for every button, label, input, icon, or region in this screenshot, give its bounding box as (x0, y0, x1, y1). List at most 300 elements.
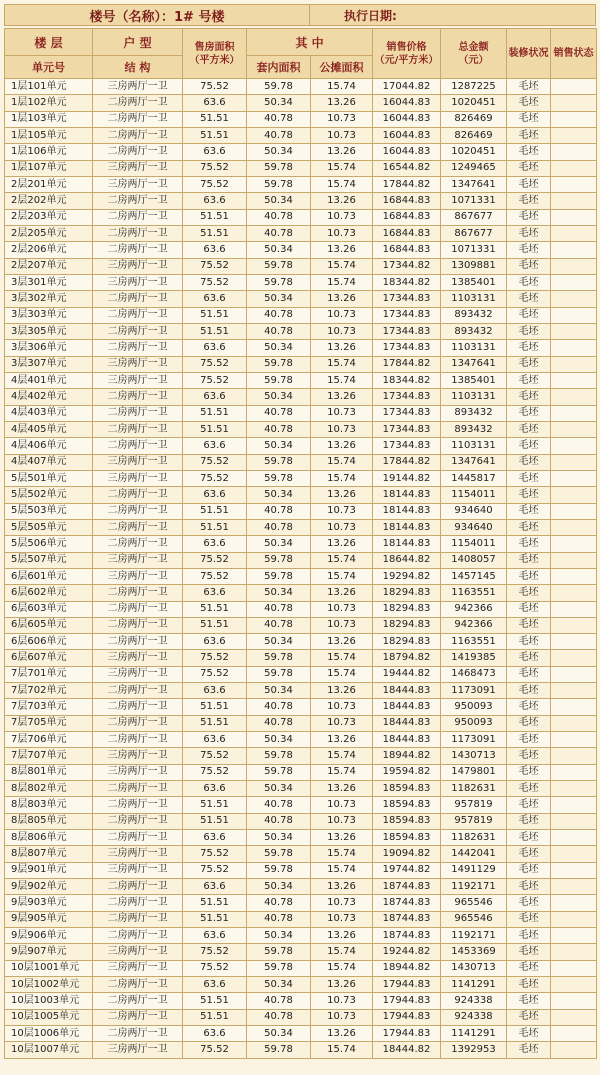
unit-cell: 6层602单元 (5, 585, 93, 601)
table-row (5, 748, 597, 764)
decor-cell: 毛坯 (507, 160, 551, 176)
table-row (5, 209, 597, 225)
type-cell: 二房两厅一卫 (93, 144, 183, 160)
inner-area-cell: 59.78 (247, 372, 311, 388)
table-row (5, 617, 597, 633)
area-cell: 63.6 (183, 1026, 247, 1042)
decor-cell: 毛坯 (507, 389, 551, 405)
area-cell: 51.51 (183, 1009, 247, 1025)
unit-cell: 1层102单元 (5, 95, 93, 111)
inner-area-cell: 50.34 (247, 683, 311, 699)
area-cell: 75.52 (183, 960, 247, 976)
area-cell: 63.6 (183, 340, 247, 356)
inner-area-cell: 59.78 (247, 764, 311, 780)
decor-cell: 毛坯 (507, 617, 551, 633)
unit-cell: 6层605单元 (5, 617, 93, 633)
header-of-which: 其 中 (247, 29, 373, 56)
area-cell: 51.51 (183, 307, 247, 323)
total-cell: 924338 (441, 1009, 507, 1025)
table-row (5, 258, 597, 274)
shared-area-cell: 10.73 (311, 503, 373, 519)
shared-area-cell: 10.73 (311, 225, 373, 241)
area-cell: 75.52 (183, 568, 247, 584)
table-row (5, 993, 597, 1009)
table-row (5, 764, 597, 780)
status-cell (551, 242, 597, 258)
inner-area-cell: 40.78 (247, 519, 311, 535)
shared-area-cell: 10.73 (311, 323, 373, 339)
price-cell: 16044.83 (373, 95, 441, 111)
shared-area-cell: 13.26 (311, 291, 373, 307)
total-cell: 1103131 (441, 438, 507, 454)
status-cell (551, 977, 597, 993)
shared-area-cell: 13.26 (311, 95, 373, 111)
total-cell: 1445817 (441, 470, 507, 486)
header-decor: 装修状况 (507, 29, 551, 79)
type-cell: 二房两厅一卫 (93, 993, 183, 1009)
status-cell (551, 715, 597, 731)
shared-area-cell: 10.73 (311, 421, 373, 437)
decor-cell: 毛坯 (507, 568, 551, 584)
price-cell: 17344.83 (373, 307, 441, 323)
area-cell: 63.6 (183, 781, 247, 797)
shared-area-cell: 10.73 (311, 797, 373, 813)
shared-area-cell: 15.74 (311, 748, 373, 764)
decor-cell: 毛坯 (507, 928, 551, 944)
inner-area-cell: 59.78 (247, 944, 311, 960)
type-cell: 二房两厅一卫 (93, 487, 183, 503)
table-row (5, 1009, 597, 1025)
type-cell: 二房两厅一卫 (93, 242, 183, 258)
total-cell: 1154011 (441, 536, 507, 552)
status-cell (551, 1026, 597, 1042)
status-cell (551, 487, 597, 503)
total-cell: 950093 (441, 699, 507, 715)
table-row (5, 879, 597, 895)
type-cell: 二房两厅一卫 (93, 585, 183, 601)
area-cell: 51.51 (183, 323, 247, 339)
table-row (5, 274, 597, 290)
total-cell: 1442041 (441, 846, 507, 862)
inner-area-cell: 50.34 (247, 242, 311, 258)
table-row (5, 944, 597, 960)
decor-cell: 毛坯 (507, 356, 551, 372)
type-cell: 二房两厅一卫 (93, 797, 183, 813)
unit-cell: 4层403单元 (5, 405, 93, 421)
total-cell: 965546 (441, 911, 507, 927)
area-cell: 51.51 (183, 813, 247, 829)
price-cell: 17344.83 (373, 291, 441, 307)
area-cell: 51.51 (183, 519, 247, 535)
table-row (5, 977, 597, 993)
header-unit-no: 单元号 (5, 56, 93, 79)
status-cell (551, 307, 597, 323)
price-cell: 19594.82 (373, 764, 441, 780)
price-cell: 18594.83 (373, 813, 441, 829)
shared-area-cell: 15.74 (311, 846, 373, 862)
unit-cell: 2层201单元 (5, 176, 93, 192)
price-cell: 19744.82 (373, 862, 441, 878)
type-cell: 二房两厅一卫 (93, 601, 183, 617)
unit-cell: 4层402单元 (5, 389, 93, 405)
area-cell: 63.6 (183, 683, 247, 699)
type-cell: 二房两厅一卫 (93, 699, 183, 715)
inner-area-cell: 50.34 (247, 732, 311, 748)
price-cell: 18444.83 (373, 699, 441, 715)
total-cell: 950093 (441, 715, 507, 731)
status-cell (551, 617, 597, 633)
area-cell: 75.52 (183, 1042, 247, 1058)
total-cell: 1430713 (441, 960, 507, 976)
unit-cell: 5层502单元 (5, 487, 93, 503)
unit-cell: 3层306单元 (5, 340, 93, 356)
price-table (4, 28, 597, 1059)
unit-cell: 3层301单元 (5, 274, 93, 290)
header-sale-area-unit: （平方米） (189, 54, 240, 66)
status-cell (551, 95, 597, 111)
unit-cell: 9层903单元 (5, 895, 93, 911)
area-cell: 75.52 (183, 944, 247, 960)
total-cell: 1457145 (441, 568, 507, 584)
unit-cell: 8层803单元 (5, 797, 93, 813)
inner-area-cell: 59.78 (247, 568, 311, 584)
type-cell: 二房两厅一卫 (93, 323, 183, 339)
type-cell: 三房两厅一卫 (93, 552, 183, 568)
unit-cell: 10层1001单元 (5, 960, 93, 976)
area-cell: 75.52 (183, 748, 247, 764)
area-cell: 51.51 (183, 617, 247, 633)
inner-area-cell: 50.34 (247, 1026, 311, 1042)
price-cell: 19244.82 (373, 944, 441, 960)
area-cell: 75.52 (183, 666, 247, 682)
table-row (5, 487, 597, 503)
total-cell: 1385401 (441, 274, 507, 290)
total-cell: 1182631 (441, 830, 507, 846)
price-cell: 16844.83 (373, 193, 441, 209)
status-cell (551, 960, 597, 976)
unit-cell: 5层506单元 (5, 536, 93, 552)
shared-area-cell: 13.26 (311, 1026, 373, 1042)
total-cell: 957819 (441, 797, 507, 813)
decor-cell: 毛坯 (507, 372, 551, 388)
table-body (5, 79, 597, 1059)
shared-area-cell: 10.73 (311, 519, 373, 535)
decor-cell: 毛坯 (507, 225, 551, 241)
table-row (5, 895, 597, 911)
decor-cell: 毛坯 (507, 421, 551, 437)
area-cell: 63.6 (183, 291, 247, 307)
table-row (5, 372, 597, 388)
price-cell: 17844.82 (373, 454, 441, 470)
inner-area-cell: 59.78 (247, 356, 311, 372)
area-cell: 75.52 (183, 356, 247, 372)
status-cell (551, 503, 597, 519)
total-cell: 1287225 (441, 79, 507, 95)
area-cell: 63.6 (183, 144, 247, 160)
inner-area-cell: 40.78 (247, 617, 311, 633)
execution-date-label: 执行日期: (344, 8, 397, 23)
table-row (5, 242, 597, 258)
type-cell: 二房两厅一卫 (93, 95, 183, 111)
status-cell (551, 911, 597, 927)
decor-cell: 毛坯 (507, 781, 551, 797)
shared-area-cell: 15.74 (311, 372, 373, 388)
unit-cell: 8层806单元 (5, 830, 93, 846)
type-cell: 二房两厅一卫 (93, 421, 183, 437)
area-cell: 63.6 (183, 193, 247, 209)
total-cell: 1385401 (441, 372, 507, 388)
inner-area-cell: 40.78 (247, 813, 311, 829)
inner-area-cell: 59.78 (247, 552, 311, 568)
type-cell: 二房两厅一卫 (93, 715, 183, 731)
type-cell: 三房两厅一卫 (93, 470, 183, 486)
area-cell: 75.52 (183, 862, 247, 878)
shared-area-cell: 10.73 (311, 127, 373, 143)
table-row (5, 732, 597, 748)
type-cell: 三房两厅一卫 (93, 666, 183, 682)
table-row (5, 715, 597, 731)
status-cell (551, 552, 597, 568)
status-cell (551, 323, 597, 339)
price-cell: 16044.83 (373, 127, 441, 143)
area-cell: 51.51 (183, 797, 247, 813)
shared-area-cell: 10.73 (311, 993, 373, 1009)
area-cell: 75.52 (183, 470, 247, 486)
unit-cell: 8层802单元 (5, 781, 93, 797)
price-cell: 18644.82 (373, 552, 441, 568)
type-cell: 二房两厅一卫 (93, 225, 183, 241)
building-title: 楼号（名称）：1# 号楼 (5, 5, 310, 25)
area-cell: 63.6 (183, 585, 247, 601)
price-cell: 18344.82 (373, 274, 441, 290)
status-cell (551, 846, 597, 862)
price-cell: 17844.82 (373, 356, 441, 372)
inner-area-cell: 40.78 (247, 307, 311, 323)
price-cell: 18294.83 (373, 617, 441, 633)
price-cell: 18744.83 (373, 928, 441, 944)
total-cell: 1192171 (441, 879, 507, 895)
table-row (5, 1026, 597, 1042)
price-cell: 17344.83 (373, 389, 441, 405)
total-cell: 1430713 (441, 748, 507, 764)
status-cell (551, 209, 597, 225)
decor-cell: 毛坯 (507, 977, 551, 993)
decor-cell: 毛坯 (507, 291, 551, 307)
type-cell: 二房两厅一卫 (93, 209, 183, 225)
status-cell (551, 405, 597, 421)
table-row (5, 111, 597, 127)
unit-cell: 1层106单元 (5, 144, 93, 160)
type-cell: 三房两厅一卫 (93, 650, 183, 666)
price-cell: 16844.83 (373, 209, 441, 225)
area-cell: 63.6 (183, 879, 247, 895)
total-cell: 1347641 (441, 356, 507, 372)
type-cell: 二房两厅一卫 (93, 503, 183, 519)
price-cell: 18744.83 (373, 911, 441, 927)
price-cell: 18144.83 (373, 536, 441, 552)
unit-cell: 7层707单元 (5, 748, 93, 764)
type-cell: 二房两厅一卫 (93, 193, 183, 209)
type-cell: 二房两厅一卫 (93, 830, 183, 846)
total-cell: 1071331 (441, 193, 507, 209)
inner-area-cell: 40.78 (247, 323, 311, 339)
shared-area-cell: 15.74 (311, 470, 373, 486)
inner-area-cell: 59.78 (247, 274, 311, 290)
price-cell: 19294.82 (373, 568, 441, 584)
price-cell: 17344.83 (373, 438, 441, 454)
table-row (5, 454, 597, 470)
decor-cell: 毛坯 (507, 323, 551, 339)
unit-cell: 7层705单元 (5, 715, 93, 731)
price-cell: 18294.83 (373, 601, 441, 617)
decor-cell: 毛坯 (507, 552, 551, 568)
table-row (5, 519, 597, 535)
area-cell: 63.6 (183, 95, 247, 111)
decor-cell: 毛坯 (507, 732, 551, 748)
shared-area-cell: 15.74 (311, 160, 373, 176)
type-cell: 二房两厅一卫 (93, 307, 183, 323)
shared-area-cell: 13.26 (311, 977, 373, 993)
status-cell (551, 454, 597, 470)
total-cell: 826469 (441, 127, 507, 143)
unit-cell: 6层603单元 (5, 601, 93, 617)
unit-cell: 6层606单元 (5, 634, 93, 650)
type-cell: 三房两厅一卫 (93, 258, 183, 274)
type-cell: 三房两厅一卫 (93, 568, 183, 584)
inner-area-cell: 40.78 (247, 111, 311, 127)
price-cell: 18294.83 (373, 634, 441, 650)
status-cell (551, 225, 597, 241)
price-cell: 17344.83 (373, 323, 441, 339)
total-cell: 1479801 (441, 764, 507, 780)
type-cell: 二房两厅一卫 (93, 519, 183, 535)
type-cell: 二房两厅一卫 (93, 895, 183, 911)
shared-area-cell: 13.26 (311, 879, 373, 895)
status-cell (551, 144, 597, 160)
decor-cell: 毛坯 (507, 813, 551, 829)
area-cell: 51.51 (183, 225, 247, 241)
table-row (5, 405, 597, 421)
unit-cell: 9层907单元 (5, 944, 93, 960)
table-row (5, 307, 597, 323)
shared-area-cell: 13.26 (311, 144, 373, 160)
total-cell: 1419385 (441, 650, 507, 666)
table-row (5, 323, 597, 339)
shared-area-cell: 13.26 (311, 438, 373, 454)
decor-cell: 毛坯 (507, 699, 551, 715)
inner-area-cell: 40.78 (247, 797, 311, 813)
unit-cell: 2层205单元 (5, 225, 93, 241)
unit-cell: 2层203单元 (5, 209, 93, 225)
shared-area-cell: 15.74 (311, 356, 373, 372)
price-cell: 17344.83 (373, 405, 441, 421)
area-cell: 63.6 (183, 438, 247, 454)
type-cell: 三房两厅一卫 (93, 862, 183, 878)
type-cell: 二房两厅一卫 (93, 634, 183, 650)
shared-area-cell: 10.73 (311, 617, 373, 633)
price-cell: 19144.82 (373, 470, 441, 486)
type-cell: 二房两厅一卫 (93, 1009, 183, 1025)
status-cell (551, 993, 597, 1009)
price-cell: 17944.83 (373, 1026, 441, 1042)
unit-cell: 2层207单元 (5, 258, 93, 274)
total-cell: 1173091 (441, 732, 507, 748)
price-cell: 17944.83 (373, 993, 441, 1009)
total-cell: 1182631 (441, 781, 507, 797)
area-cell: 63.6 (183, 242, 247, 258)
area-cell: 63.6 (183, 487, 247, 503)
inner-area-cell: 40.78 (247, 911, 311, 927)
decor-cell: 毛坯 (507, 258, 551, 274)
inner-area-cell: 50.34 (247, 634, 311, 650)
area-cell: 75.52 (183, 258, 247, 274)
table-row (5, 928, 597, 944)
unit-cell: 9层901单元 (5, 862, 93, 878)
price-cell: 17944.83 (373, 1009, 441, 1025)
inner-area-cell: 40.78 (247, 895, 311, 911)
table-row (5, 389, 597, 405)
decor-cell: 毛坯 (507, 862, 551, 878)
table-row (5, 193, 597, 209)
table-row (5, 683, 597, 699)
area-cell: 75.52 (183, 176, 247, 192)
price-cell: 18944.82 (373, 748, 441, 764)
shared-area-cell: 15.74 (311, 176, 373, 192)
table-row (5, 911, 597, 927)
area-cell: 51.51 (183, 405, 247, 421)
price-cell: 16044.83 (373, 144, 441, 160)
status-cell (551, 944, 597, 960)
area-cell: 75.52 (183, 454, 247, 470)
unit-cell: 1层101单元 (5, 79, 93, 95)
shared-area-cell: 15.74 (311, 79, 373, 95)
inner-area-cell: 50.34 (247, 340, 311, 356)
unit-cell: 10层1007单元 (5, 1042, 93, 1058)
unit-cell: 3层303单元 (5, 307, 93, 323)
unit-cell: 5层503单元 (5, 503, 93, 519)
type-cell: 三房两厅一卫 (93, 160, 183, 176)
decor-cell: 毛坯 (507, 209, 551, 225)
total-cell: 1491129 (441, 862, 507, 878)
header-price-label: 销售价格 (386, 41, 427, 53)
total-cell: 826469 (441, 111, 507, 127)
status-cell (551, 601, 597, 617)
table-row (5, 813, 597, 829)
inner-area-cell: 40.78 (247, 715, 311, 731)
shared-area-cell: 13.26 (311, 585, 373, 601)
table-row (5, 650, 597, 666)
price-cell: 18444.83 (373, 683, 441, 699)
inner-area-cell: 59.78 (247, 176, 311, 192)
table-row (5, 127, 597, 143)
area-cell: 63.6 (183, 634, 247, 650)
status-cell (551, 928, 597, 944)
price-cell: 18794.82 (373, 650, 441, 666)
decor-cell: 毛坯 (507, 944, 551, 960)
inner-area-cell: 50.34 (247, 389, 311, 405)
shared-area-cell: 15.74 (311, 944, 373, 960)
inner-area-cell: 59.78 (247, 1042, 311, 1058)
unit-cell: 10层1002单元 (5, 977, 93, 993)
table-row (5, 340, 597, 356)
unit-cell: 5层505单元 (5, 519, 93, 535)
total-cell: 957819 (441, 813, 507, 829)
unit-cell: 10层1006单元 (5, 1026, 93, 1042)
total-cell: 1071331 (441, 242, 507, 258)
header-price-unit: （元/平方米） (374, 54, 439, 66)
inner-area-cell: 40.78 (247, 503, 311, 519)
decor-cell: 毛坯 (507, 764, 551, 780)
